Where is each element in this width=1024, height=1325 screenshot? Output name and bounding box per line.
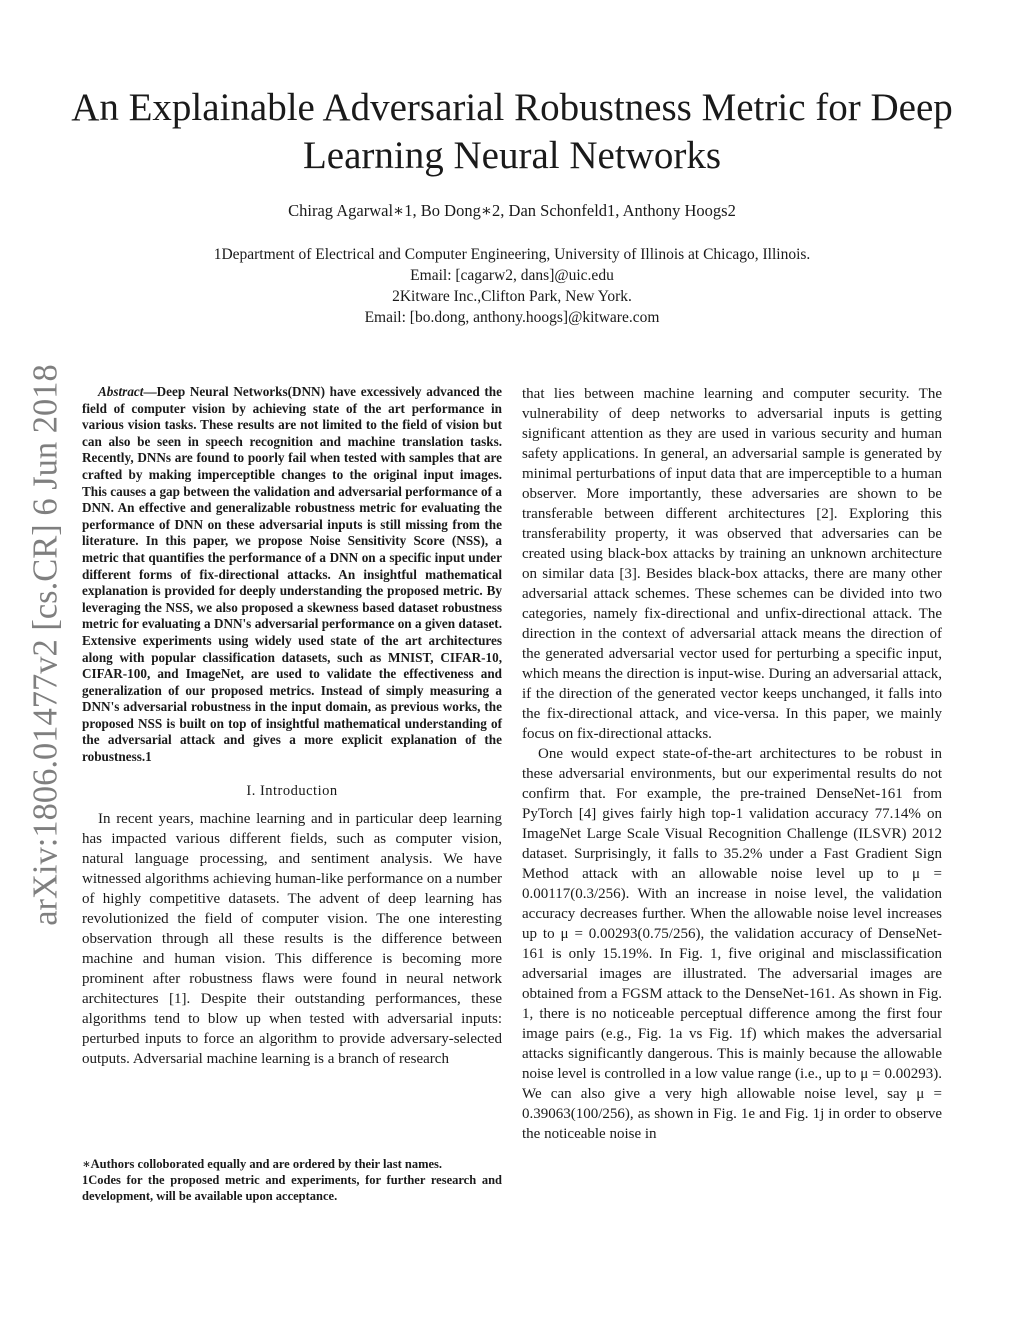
footnote: 1Codes for the proposed metric and experiments, for further research and development, will be available upon acceptance. [82, 1173, 502, 1203]
intro-paragraph: In recent years, machine learning and in particular deep learning has impacted various different fields, such as computer vision, natural language processing, and sentiment analysis. We have witnessed algorithms achieving human-like performance on a number of highly competitive datasets. The advent of deep learning has revolutionized the field of computer vision. The one interesting observation through all these results is the difference between machine and human vision. This difference is becoming more prominent after robustness flaws were found in neural network architectures [1]. Despite their outstanding performances, these algorithms tend to blow up when tested with adversarial inputs: perturbed inputs to force an algorithm to provide adversary-selected outputs. Adversarial machine learning is a branch of research [82, 810, 502, 1067]
abstract-text: —Deep Neural Networks(DNN) have excessively advanced the field of computer vision by achieving state of the art performance in various vision tasks. These results are not limited to the field of vision but can also be seen in speech recognition and machine translation tasks. Recently, DNNs are found to poorly fail when tested with samples that are crafted by making imperceptible changes to the original input images. This causes a gap between the validation and adversarial performance of a DNN. An effective and generalizable robustness metric for evaluating the performance of DNN on these adversarial inputs is still missing from the literature. In this paper, we propose Noise Sensitivity Score (NSS), a metric that quantifies the performance of a DNN on a specific input under different forms of fix-directional attacks. An insightful mathematical explanation is provided for deeply understanding the proposed metric. By leveraging the NSS, we also proposed a skewness based dataset robustness metric for evaluating a DNN's adversarial performance on a given dataset. Extensive experiments using widely used state of the art architectures along with popular classification datasets, such as MNIST, CIFAR-10, CIFAR-100, and ImageNet, are used to validate the effectiveness and generalization of our proposed metrics. Instead of simply measuring a DNN's adversarial robustness in the input domain, as previous works, the proposed NSS is built on top of insightful mathematical understanding of the adversarial attack and gives a more explicit explanation of the robustness.1 [82, 384, 502, 765]
affiliations [60, 244, 964, 328]
author-list: Chirag Agarwal∗1, Bo Dong∗2, Dan Schonfeld1, Anthony Hoogs2 [288, 201, 736, 220]
paper-title: An Explainable Adversarial Robustness Metric for Deep Learning Neural Networks [71, 86, 953, 177]
body-paragraph: that lies between machine learning and computer security. The vulnerability of deep networks to adversarial inputs is getting significant attention as they are used in various security and human safety applications. In general, an adversarial sample is generated by minimal perturbations of input data that are imperceptible to a human observer. More importantly, these adversaries are shown to be transferable between different architectures [2]. Exploring this transferability property, it was observed that adversaries can be created using black-box attacks by training an unknown architecture on similar data [3]. Besides black-box attacks, there are many other adversarial attack schemes. These schemes can be divided into two categories, namely fix-directional and unfix-directional attack. The direction in the context of adversarial attack means the direction of the generated adversarial vector used for perturbing a specific input, which means the direction is input-wise. During an adversarial attack, if the direction of the generated vector keeps unchanged, it falls into the fix-directional attack, and vice-versa. In this paper, we mainly focus on fix-directional attacks. [522, 386, 942, 742]
body-paragraph: One would expect state-of-the-art architectures to be robust in these adversarial environments, but our experimental results do not confirm that. For example, the pre-trained DenseNet-161 from PyTorch [4] gives fairly high top-1 validation accuracy 77.14% on ImageNet Large Scale Visual Recognition Challenge (ILSVR) 2012 dataset. Surprisingly, it falls to 35.2% under a Fast Gradient Sign Method attack with an allowable noise level up to μ = 0.00117(0.3/256). With an increase in noise level, the validation accuracy decreases further. When the allowable noise level increases up to μ = 0.00293(0.75/256), the validation accuracy of DenseNet-161 is only 15.19%. In Fig. 1, five original and misclassification adversarial images are illustrated. The adversarial images are obtained from a FGSM attack to the DenseNet-161. As shown in Fig. 1, there is no noticeable perceptual difference among the first four image pairs (e.g., Fig. 1a vs Fig. 1f) which makes the adversarial attacks significantly dangerous. This is mainly because the allowable noise level is controlled in a low value range (i.e., up to μ = 0.00293). We can also give a very high allowable noise level, say μ = 0.39063(100/256), as shown in Fig. 1e and Fig. 1j in order to observe the noticeable noise in [522, 746, 942, 1142]
footnote: ∗Authors colloborated equally and are ordered by their last names. [82, 1157, 443, 1171]
right-column [522, 384, 942, 1144]
arxiv-identifier: arXiv:1806.01477v2 [cs.CR] 6 Jun 2018 [26, 364, 65, 926]
footnotes [82, 1156, 502, 1204]
section-heading: I. Introduction [246, 782, 338, 799]
abstract-label: Abstract [98, 384, 144, 399]
affiliation-line: 2Kitware Inc.,Clifton Park, New York. [392, 288, 632, 305]
affiliation-line: Email: [cagarw2, dans]@uic.edu [410, 267, 614, 284]
affiliation-line: Email: [bo.dong, anthony.hoogs]@kitware.com [364, 309, 660, 326]
left-column [82, 384, 502, 1069]
abstract [82, 384, 502, 766]
affiliation-line: 1Department of Electrical and Computer Engineering, University of Illinois at Chicago, Illinois. [213, 246, 811, 263]
